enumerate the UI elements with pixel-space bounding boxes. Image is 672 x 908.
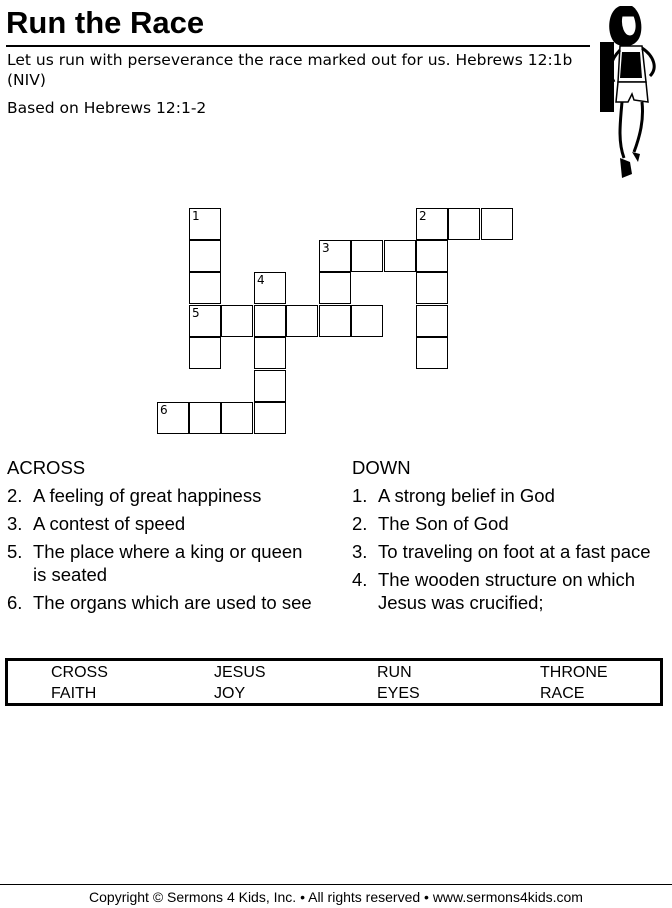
clue-text: The organs which are used to see [33, 592, 312, 613]
runner-illustration [598, 2, 668, 182]
crossword-cell[interactable] [221, 402, 253, 434]
clue-num: 3. [7, 513, 23, 534]
clue-item [7, 540, 317, 586]
clue-num: 4. [352, 569, 368, 590]
clue-text: The place where a king or queen is seated [33, 541, 303, 585]
crossword-cell[interactable] [416, 337, 448, 369]
crossword-cell[interactable] [189, 240, 221, 272]
crossword-cell[interactable] [416, 305, 448, 337]
copyright-footer: Copyright © Sermons 4 Kids, Inc. • All rights reserved • www.sermons4kids.com [89, 889, 583, 905]
down-heading: DOWN [352, 457, 411, 478]
crossword-cell[interactable] [481, 208, 513, 240]
word-bank [5, 658, 663, 706]
crossword-cell[interactable] [189, 208, 221, 240]
clue-item [352, 512, 662, 535]
word-bank-item: RUN [377, 664, 412, 681]
crossword-cell[interactable] [189, 337, 221, 369]
clue-number: 2 [419, 209, 427, 223]
clue-number: 4 [257, 273, 265, 287]
clue-text: A strong belief in God [378, 485, 555, 506]
word-bank-item: JESUS [214, 664, 266, 681]
footer-divider [0, 884, 672, 885]
crossword-cell[interactable] [319, 240, 351, 272]
clue-num: 1. [352, 485, 368, 506]
clue-text: The Son of God [378, 513, 509, 534]
clue-num: 2. [7, 485, 23, 506]
clue-number: 5 [192, 306, 200, 320]
crossword-cell[interactable] [221, 305, 253, 337]
clue-text: A feeling of great happiness [33, 485, 262, 506]
page-title: Run the Race [6, 5, 205, 40]
title-divider [6, 45, 590, 47]
word-bank-item: CROSS [51, 664, 108, 681]
crossword-cell[interactable] [189, 272, 221, 304]
clue-number: 1 [192, 209, 200, 223]
crossword-cell[interactable] [157, 402, 189, 434]
crossword-cell[interactable] [254, 402, 286, 434]
clue-item [7, 591, 317, 614]
word-bank-item: EYES [377, 685, 420, 702]
clue-text: The wooden structure on which Jesus was crucified; [378, 569, 636, 613]
clue-text: To traveling on foot at a fast pace [378, 541, 651, 562]
clue-item [7, 484, 317, 507]
clue-item [352, 568, 662, 614]
crossword-cell[interactable] [448, 208, 480, 240]
crossword-cell[interactable] [189, 402, 221, 434]
across-clues [7, 456, 317, 619]
memory-verse: Let us run with perseverance the race marked out for us. Hebrews 12:1b (NIV) [7, 51, 573, 89]
word-bank-item: THRONE [540, 664, 608, 681]
crossword-cell[interactable] [319, 305, 351, 337]
clue-num: 6. [7, 592, 23, 613]
clue-num: 2. [352, 513, 368, 534]
clue-number: 3 [322, 241, 330, 255]
crossword-cell[interactable] [254, 337, 286, 369]
crossword-cell[interactable] [254, 305, 286, 337]
crossword-cell[interactable] [286, 305, 318, 337]
crossword-cell[interactable] [351, 305, 383, 337]
crossword-cell[interactable] [254, 272, 286, 304]
clue-num: 5. [7, 541, 23, 562]
crossword-cell[interactable] [384, 240, 416, 272]
down-clues [352, 456, 662, 619]
word-bank-item: FAITH [51, 685, 97, 702]
across-heading: ACROSS [7, 457, 86, 478]
crossword-cell[interactable] [416, 240, 448, 272]
crossword-cell[interactable] [319, 272, 351, 304]
clue-number: 6 [160, 403, 168, 417]
clue-num: 3. [352, 541, 368, 562]
crossword-cell[interactable] [416, 272, 448, 304]
clue-item [352, 484, 662, 507]
clue-item [352, 540, 662, 563]
crossword-cell[interactable] [351, 240, 383, 272]
crossword-cell[interactable] [416, 208, 448, 240]
word-bank-item: JOY [214, 685, 246, 702]
based-on-reference: Based on Hebrews 12:1-2 [7, 99, 207, 117]
crossword-cell[interactable] [189, 305, 221, 337]
clue-item [7, 512, 317, 535]
clue-text: A contest of speed [33, 513, 186, 534]
word-bank-item: RACE [540, 685, 585, 702]
crossword-cell[interactable] [254, 370, 286, 402]
